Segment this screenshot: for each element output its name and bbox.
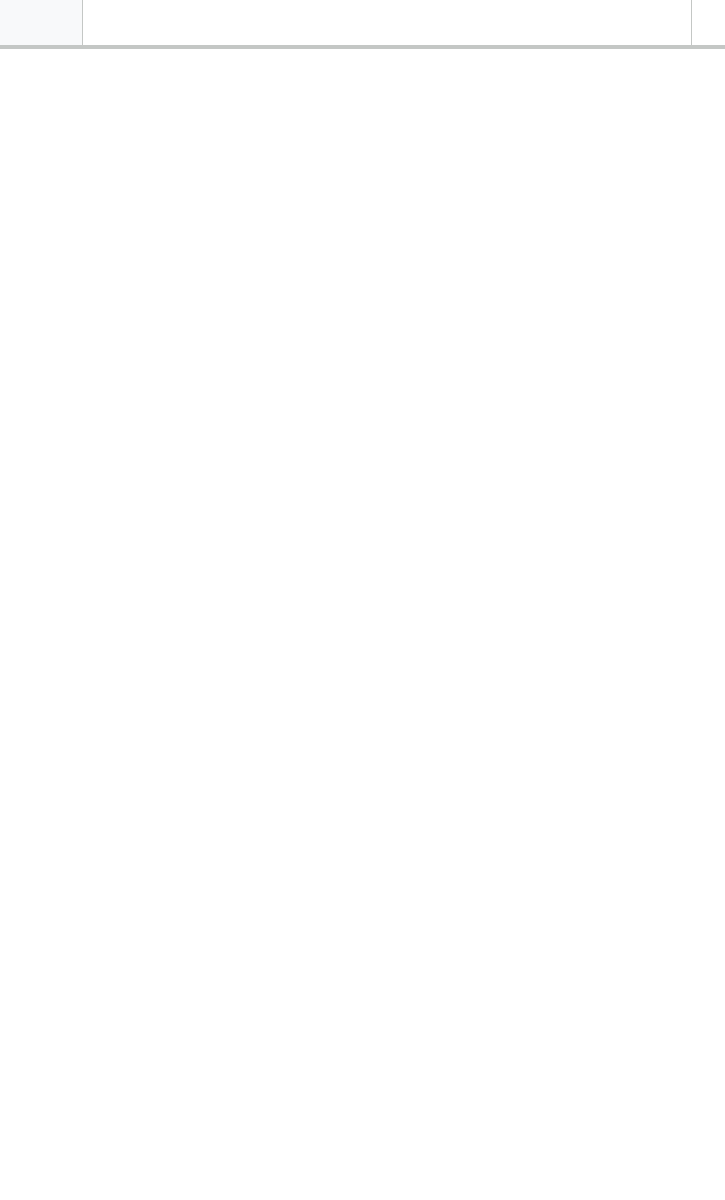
column-header-name[interactable] [83, 0, 692, 46]
column-header-qty[interactable] [692, 0, 725, 46]
row-number[interactable] [0, 0, 83, 46]
frozen-row-divider[interactable] [0, 45, 725, 49]
header-row [0, 0, 725, 46]
